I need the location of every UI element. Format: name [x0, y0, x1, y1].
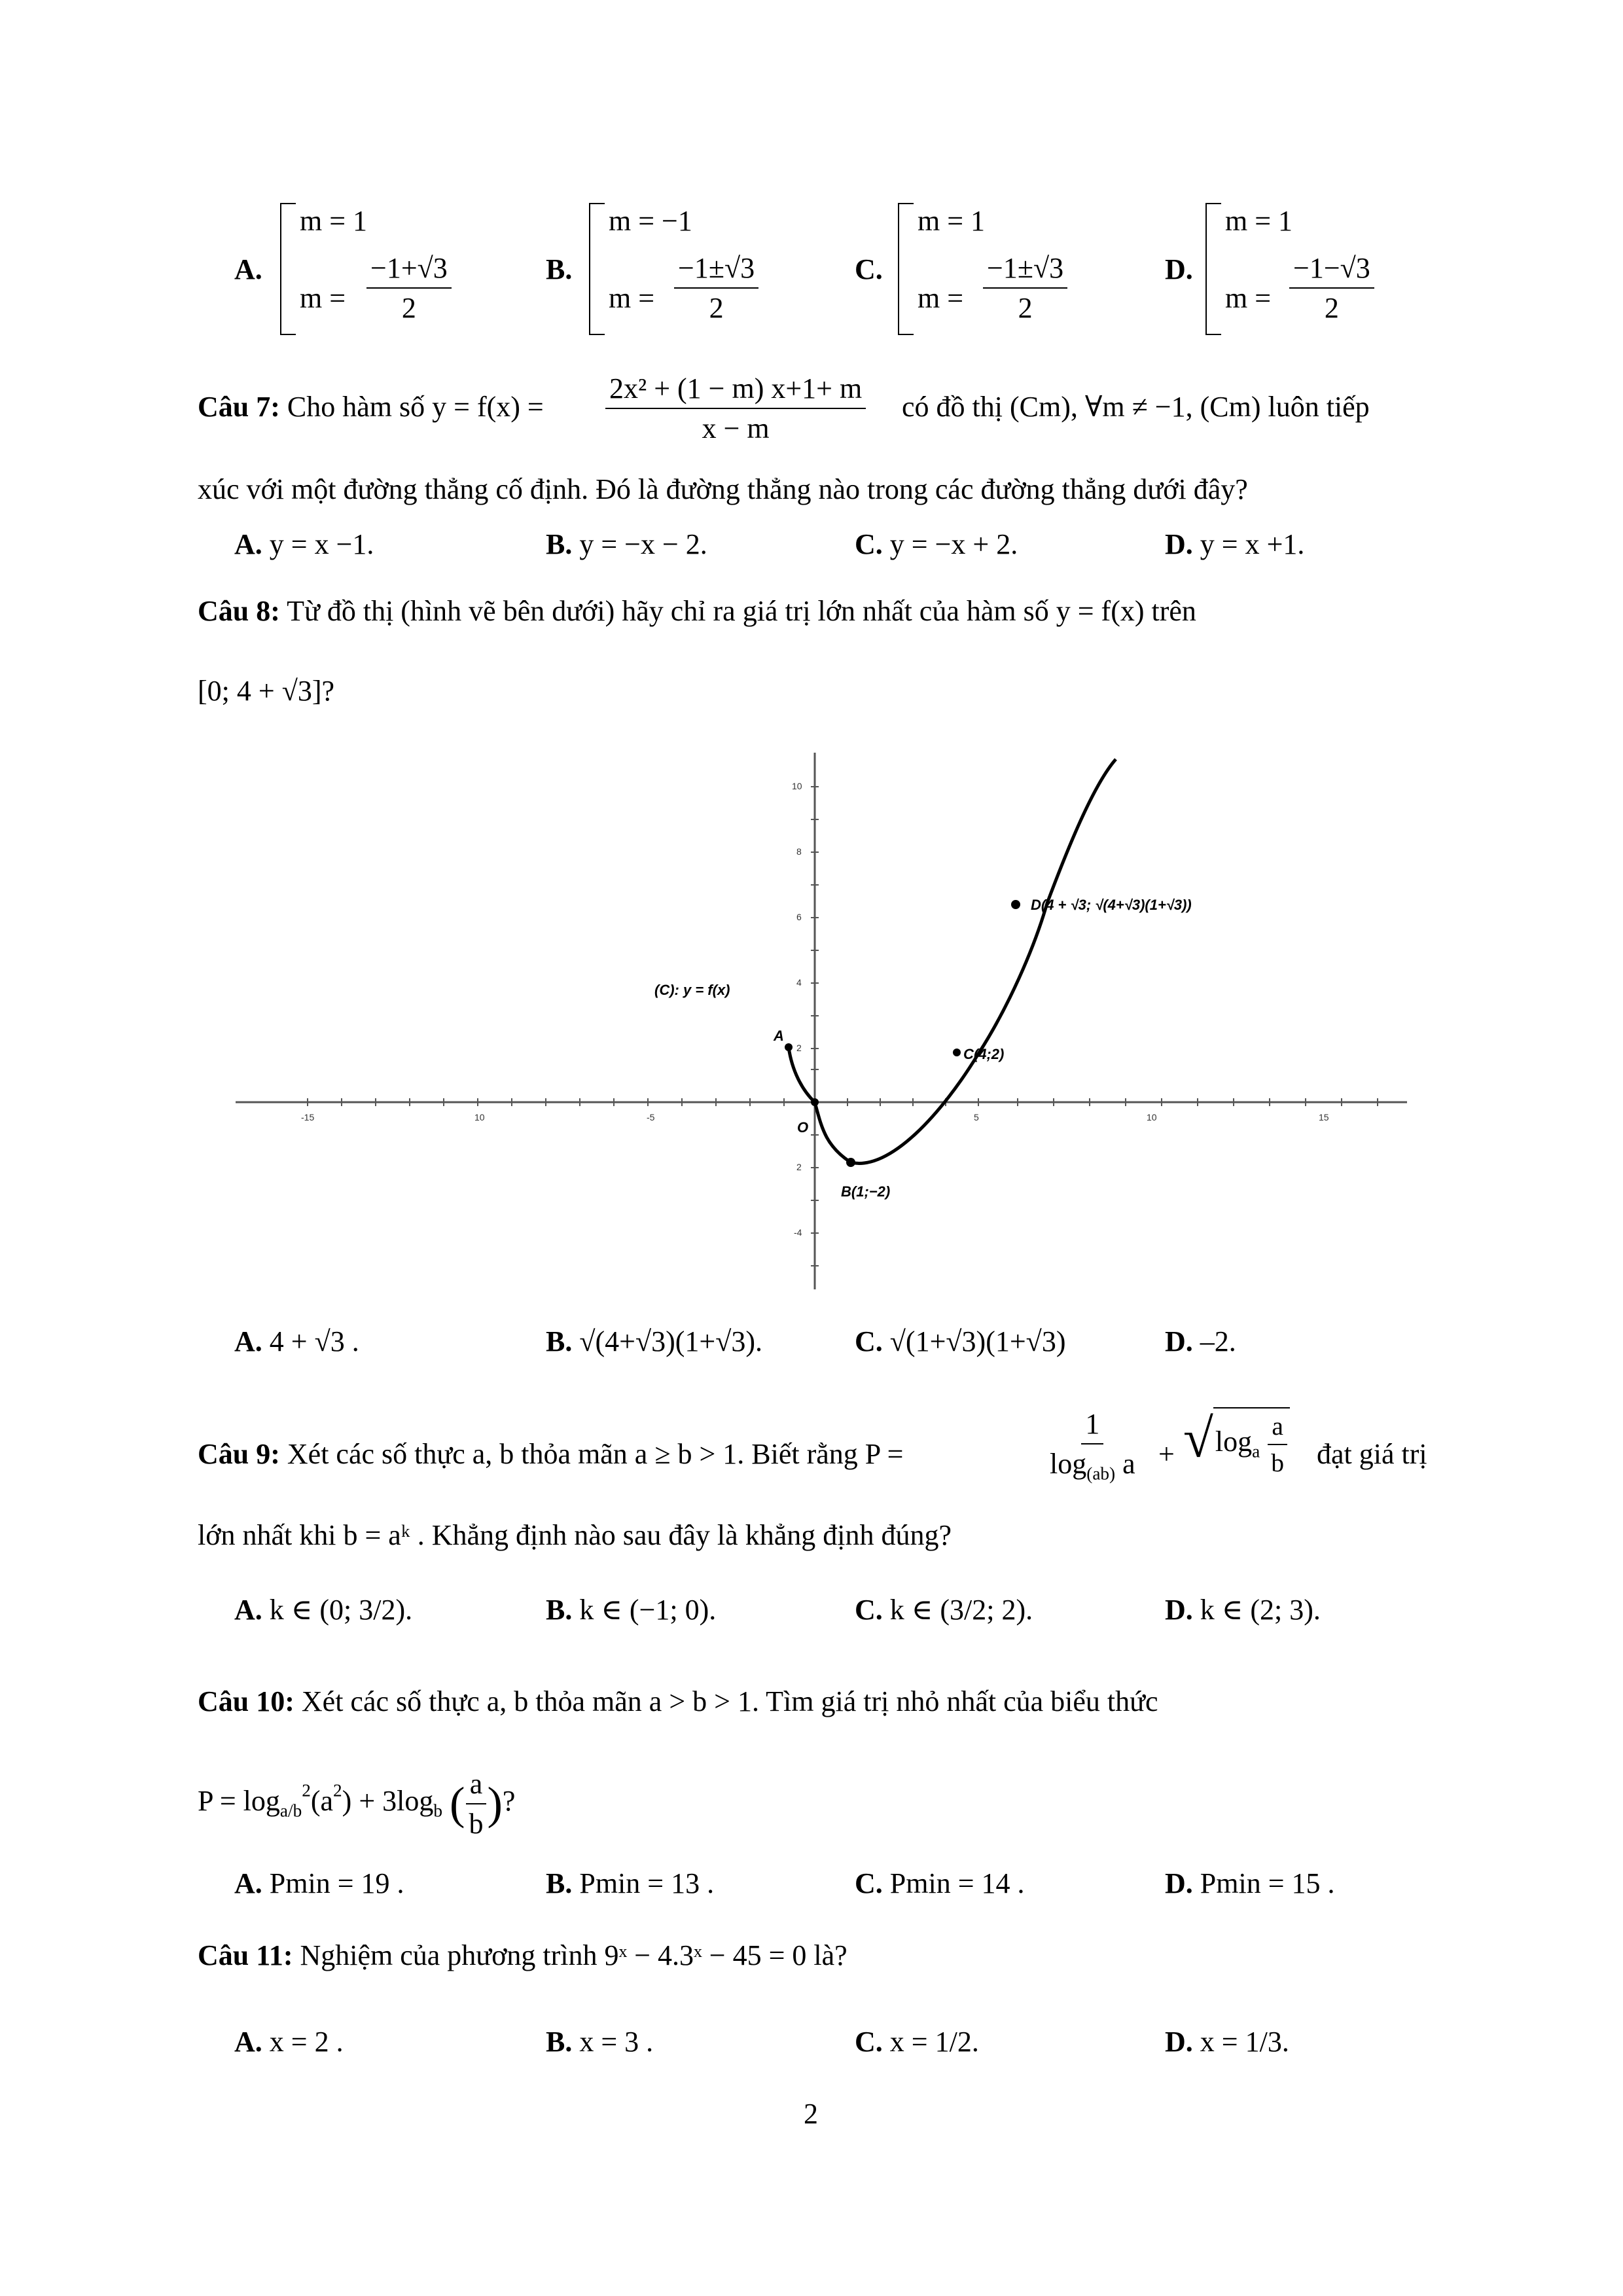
q9-option-a: k ∈ (0; 3/2).	[269, 1594, 413, 1626]
q11-option-b: x = 3 .	[579, 2026, 654, 2058]
q7-b-label: B.	[546, 528, 573, 560]
q6-option-a-bracket	[280, 203, 296, 335]
q6-option-c-m-eq: m =	[918, 282, 964, 314]
q10-c-label: C.	[855, 1867, 883, 1899]
q9-b-label: B.	[546, 1594, 573, 1626]
q9-sqrt-log: $√\log_a$ $\frac{a}{b}$	[1183, 1407, 1290, 1478]
q10-option-d: Pmin = 15 .	[1200, 1867, 1335, 1899]
q10-option-c: Pmin = 14 .	[889, 1867, 1025, 1899]
y-tick-neg4: -4	[794, 1227, 802, 1238]
x-tick-5: 5	[974, 1112, 979, 1122]
q11-d-label: D.	[1165, 2026, 1193, 2058]
q7-option-d: y = x +1.	[1200, 528, 1305, 560]
q11-line1	[198, 1939, 847, 1972]
y-tick-6: 6	[796, 912, 802, 922]
q9-plus: +	[1158, 1438, 1175, 1470]
q10-line1	[198, 1685, 1158, 1718]
y-tick-10: 10	[792, 781, 802, 791]
q10-option-b: Pmin = 13 .	[579, 1867, 715, 1899]
q7-func-frac: $\frac{\text{2x² + (1 − m) x+1+ m}}{x - m}$	[605, 372, 866, 445]
q6-option-c-line1: m = 1	[918, 205, 986, 237]
q11-option-a: x = 2 .	[269, 2026, 344, 2058]
q6-option-c-bracket	[898, 203, 914, 335]
q7-d-label: D.	[1165, 528, 1193, 560]
q7-text1: Cho hàm số	[287, 391, 425, 423]
q10-b-label: B.	[546, 1867, 573, 1899]
q6-option-b-m-eq: m =	[609, 282, 655, 314]
q7-a-label: A.	[234, 528, 262, 560]
q9-a-label: A.	[234, 1594, 262, 1626]
q11-option-d: x = 1/3.	[1200, 2026, 1289, 2058]
y-tick-2: 2	[796, 1043, 802, 1053]
point-c-label: C(4;2)	[963, 1046, 1005, 1062]
q9-d-label: D.	[1165, 1594, 1193, 1626]
point-a-dot	[785, 1043, 793, 1051]
q9-line1	[198, 1437, 903, 1471]
q7-option-c: y = −x + 2.	[889, 528, 1018, 560]
q7-c-label: C.	[855, 528, 883, 560]
y-tick-8: 8	[796, 846, 802, 857]
point-d-dot	[1011, 900, 1020, 909]
q8-line1	[198, 594, 1196, 628]
q6-option-c-label: C.	[855, 253, 883, 285]
point-a-label: A	[774, 1028, 784, 1044]
x-tick-neg10: 10	[474, 1112, 485, 1122]
q7-text3: xúc với một đường thẳng cố định. Đó là đường thẳng nào trong các đường thẳng dưới đây?	[198, 473, 1248, 505]
q9-label: Câu 9:	[198, 1438, 280, 1470]
q6-option-b-line1: m = −1	[609, 205, 692, 237]
q7-option-a: y = x −1.	[269, 528, 374, 560]
x-tick-10: 10	[1147, 1112, 1157, 1122]
q8-text: Từ đồ thị (hình vẽ bên dưới) hãy chỉ ra giá trị lớn nhất của hàm số y = f(x) trên	[287, 595, 1196, 627]
q9-option-b: k ∈ (−1; 0).	[579, 1594, 717, 1626]
q10-label: Câu 10:	[198, 1685, 294, 1717]
q8-a-label: A.	[234, 1325, 262, 1357]
q8-option-d: –2.	[1200, 1325, 1236, 1357]
q6-option-d-m-eq: m =	[1225, 282, 1272, 314]
q8-d-label: D.	[1165, 1325, 1193, 1357]
q6-option-a-label: A.	[234, 253, 262, 285]
y-tick-4: 4	[796, 977, 802, 988]
q6-option-a-m-eq: m =	[300, 282, 346, 314]
page-number: 2	[804, 2098, 818, 2130]
q11-c-label: C.	[855, 2026, 883, 2058]
q8-b-label: B.	[546, 1325, 573, 1357]
q8-label: Câu 8:	[198, 595, 280, 627]
q11-text: Nghiệm của phương trình 9ˣ − 4.3ˣ − 45 = 0 là?	[300, 1939, 847, 1971]
q8-interval: [0; 4 + √3]?	[198, 675, 335, 707]
q9-option-c: k ∈ (3/2; 2).	[889, 1594, 1033, 1626]
point-b-dot	[846, 1158, 855, 1167]
q9-c-label: C.	[855, 1594, 883, 1626]
q7-line1	[198, 390, 544, 423]
q11-a-label: A.	[234, 2026, 262, 2058]
x-tick-15: 15	[1319, 1112, 1329, 1122]
q6-option-d-label: D.	[1165, 253, 1193, 285]
q9-text1: Xét các số thực a, b thỏa mãn a ≥ b > 1. Biết rằng P =	[287, 1438, 904, 1470]
y-tick-neg2: 2	[796, 1162, 802, 1172]
x-tick-neg15: -15	[301, 1112, 315, 1122]
q8-option-a: 4 + √3 .	[269, 1325, 359, 1357]
q10-option-a: Pmin = 19 .	[269, 1867, 404, 1899]
q6-option-a-frac: $\frac{-1+√3}{2}$	[366, 251, 452, 325]
q8-c-label: C.	[855, 1325, 883, 1357]
q11-b-label: B.	[546, 2026, 573, 2058]
q9-text3: lớn nhất khi b = aᵏ . Khẳng định nào sau đây là khẳng định đúng?	[198, 1519, 952, 1551]
q11-label: Câu 11:	[198, 1939, 293, 1971]
q6-option-d-frac: $\frac{-1-√3}{2}$	[1289, 251, 1374, 325]
q10-d-label: D.	[1165, 1867, 1193, 1899]
point-c-dot	[953, 1049, 961, 1056]
q9-option-d: k ∈ (2; 3).	[1200, 1594, 1321, 1626]
q10-text1: Xét các số thực a, b thỏa mãn a > b > 1. Tìm giá trị nhỏ nhất của biểu thức	[301, 1685, 1158, 1717]
q6-option-c-frac: $\frac{-1\pm√3}{2}$	[983, 251, 1067, 325]
q6-option-b-bracket	[589, 203, 605, 335]
q7-text2: có đồ thị (Cm), ∀m ≠ −1, (Cm) luôn tiếp	[902, 391, 1370, 423]
q7-label: Câu 7:	[198, 391, 280, 423]
q6-option-a-line1: m = 1	[300, 205, 368, 237]
q7-option-b: y = −x − 2.	[579, 528, 707, 560]
q10-a-label: A.	[234, 1867, 262, 1899]
point-o-dot	[811, 1098, 819, 1106]
q11-option-c: x = 1/2.	[889, 2026, 979, 2058]
curve-label: (C): y = f(x)	[654, 982, 730, 998]
point-b-label: B(1;−2)	[841, 1183, 891, 1200]
q6-option-d-bracket	[1205, 203, 1221, 335]
q9-p-frac: $\frac{1}{\log_{(ab)} a}$	[1050, 1408, 1135, 1484]
function-graph	[209, 733, 1453, 1309]
point-d-label: D(4 + √3; √(4+√3)(1+√3))	[1031, 897, 1192, 913]
q8-option-b: √(4+√3)(1+√3).	[579, 1325, 763, 1357]
q6-option-b-frac: $\frac{-1\pm√3}{2}$	[674, 251, 758, 325]
q6-option-b-label: B.	[546, 253, 573, 285]
q10-expression: $P = \log_{a/b}^2(a^2) + 3\log_b$ ( $\frac{a}{b}$ )?	[198, 1768, 516, 1840]
point-o-label: O	[797, 1119, 809, 1136]
q9-text2: đạt giá trị	[1317, 1438, 1427, 1470]
q6-option-d-line1: m = 1	[1225, 205, 1293, 237]
x-tick-neg5: -5	[647, 1112, 655, 1122]
q7-func-lhs: y = f(x) =	[432, 391, 544, 423]
q8-option-c: √(1+√3)(1+√3)	[889, 1325, 1066, 1357]
